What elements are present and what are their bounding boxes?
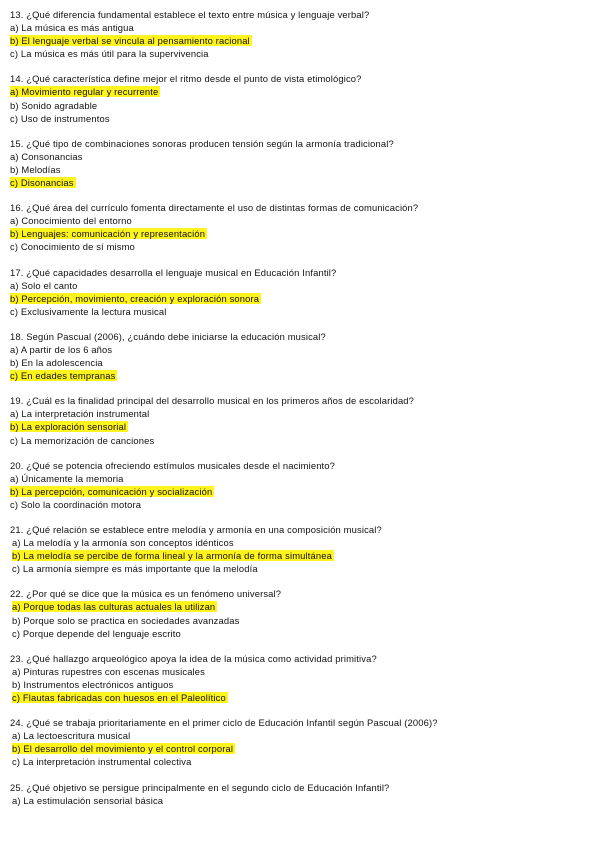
option-label: c) Uso de instrumentos — [10, 112, 110, 124]
answer-option — [10, 665, 590, 678]
option-label: a) La melodía y la armonía son conceptos idénticos — [12, 537, 234, 549]
answer-option-highlighted — [10, 227, 590, 240]
option-label: a) La lectoescritura musical — [12, 730, 131, 742]
answer-option — [10, 279, 590, 292]
option-label: c) Solo la coordinación motora — [10, 498, 142, 510]
answer-option-highlighted — [10, 176, 590, 189]
answer-option-highlighted — [10, 549, 590, 562]
question-text: 18. Según Pascual (2006), ¿cuándo debe iniciarse la educación musical? — [10, 330, 326, 342]
option-label: a) Movimiento regular y recurrente — [10, 86, 159, 98]
option-label: b) El lenguaje verbal se vincula al pensamiento racional — [10, 35, 250, 47]
question-text: 19. ¿Cuál es la finalidad principal del desarrollo musical en los primeros años de escolaridad? — [10, 395, 415, 407]
answer-option — [10, 214, 590, 227]
option-label: b) La exploración sensorial — [10, 421, 127, 433]
answer-option — [10, 678, 590, 691]
answer-option-highlighted — [10, 600, 590, 613]
option-label: b) Porque solo se practica en sociedades avanzadas — [12, 614, 240, 626]
answer-option — [10, 112, 590, 125]
quiz-document — [10, 8, 590, 819]
question-block — [10, 330, 590, 382]
answer-option — [10, 434, 590, 447]
answer-option — [10, 729, 590, 742]
answer-option — [10, 99, 590, 112]
question-block — [10, 652, 590, 704]
answer-option-highlighted — [10, 420, 590, 433]
answer-option — [10, 627, 590, 640]
answer-option-highlighted — [10, 34, 590, 47]
option-label: c) Flautas fabricadas con huesos en el Paleolítico — [12, 692, 226, 704]
answer-option-highlighted — [10, 292, 590, 305]
question-text: 16. ¿Qué área del currículo fomenta directamente el uso de distintas formas de comunicación? — [10, 202, 419, 214]
option-label: c) Porque depende del lenguaje escrito — [12, 627, 181, 639]
answer-option — [10, 536, 590, 549]
question-text: 23. ¿Qué hallazgo arqueológico apoya la idea de la música como actividad primitiva? — [10, 652, 377, 664]
question-block — [10, 266, 590, 318]
option-label: b) La percepción, comunicación y socialización — [10, 485, 213, 497]
answer-option — [10, 150, 590, 163]
option-label: a) La estimulación sensorial básica — [12, 794, 164, 806]
question-block — [10, 523, 590, 575]
answer-option — [10, 498, 590, 511]
answer-option-highlighted — [10, 369, 590, 382]
answer-option — [10, 356, 590, 369]
option-label: b) El desarrollo del movimiento y el control corporal — [12, 743, 234, 755]
option-label: c) La armonía siempre es más importante que la melodía — [12, 563, 258, 575]
question-text: 15. ¿Qué tipo de combinaciones sonoras producen tensión según la armonía tradicional? — [10, 137, 394, 149]
option-label: b) La melodía se percibe de forma lineal y la armonía de forma simultánea — [12, 550, 332, 562]
question-text: 20. ¿Qué se potencia ofreciendo estímulos musicales desde el nacimiento? — [10, 459, 336, 471]
question-block — [10, 137, 590, 189]
option-label: c) Exclusivamente la lectura musical — [10, 305, 167, 317]
option-label: b) Percepción, movimiento, creación y exploración sonora — [10, 292, 260, 304]
question-block — [10, 716, 590, 768]
question-block — [10, 781, 590, 807]
option-label: a) Pinturas rupestres con escenas musicales — [12, 665, 205, 677]
option-label: c) La memorización de canciones — [10, 434, 155, 446]
answer-option-highlighted — [10, 742, 590, 755]
answer-option — [10, 755, 590, 768]
option-label: a) Consonancias — [10, 150, 83, 162]
question-text: 25. ¿Qué objetivo se persigue principalmente en el segundo ciclo de Educación Infantil? — [10, 781, 390, 793]
option-label: c) En edades tempranas — [10, 370, 116, 382]
question-block — [10, 459, 590, 511]
option-label: c) Conocimiento de sí mismo — [10, 241, 135, 253]
option-label: b) Lenguajes: comunicación y representación — [10, 228, 206, 240]
answer-option — [10, 794, 590, 807]
question-block — [10, 587, 590, 639]
question-block — [10, 394, 590, 446]
question-text: 13. ¿Qué diferencia fundamental establece el texto entre música y lenguaje verbal? — [10, 9, 370, 20]
question-block — [10, 201, 590, 253]
answer-option — [10, 305, 590, 318]
option-label: a) Únicamente la memoria — [10, 472, 124, 484]
question-text: 24. ¿Qué se trabaja prioritariamente en el primer ciclo de Educación Infantil según Pascual (2006)? — [10, 717, 438, 729]
question-block — [10, 72, 590, 124]
option-label: a) La interpretación instrumental — [10, 408, 150, 420]
option-label: a) La música es más antigua — [10, 22, 134, 34]
answer-option — [10, 163, 590, 176]
option-label: a) Solo el canto — [10, 279, 78, 291]
answer-option — [10, 240, 590, 253]
question-text: 17. ¿Qué capacidades desarrolla el lenguaje musical en Educación Infantil? — [10, 266, 337, 278]
option-label: b) Instrumentos electrónicos antiguos — [12, 678, 174, 690]
option-label: a) A partir de los 6 años — [10, 343, 113, 355]
option-label: c) La interpretación instrumental colectiva — [12, 756, 192, 768]
option-label: a) Porque todas las culturas actuales la utilizan — [12, 601, 216, 613]
answer-option-highlighted — [10, 691, 590, 704]
answer-option — [10, 47, 590, 60]
answer-option-highlighted — [10, 85, 590, 98]
question-block — [10, 8, 590, 60]
option-label: b) Melodías — [10, 163, 61, 175]
answer-option — [10, 407, 590, 420]
answer-option-highlighted — [10, 485, 590, 498]
answer-option — [10, 614, 590, 627]
question-text: 21. ¿Qué relación se establece entre melodía y armonía en una composición musical? — [10, 524, 382, 535]
answer-option — [10, 343, 590, 356]
option-label: c) La música es más útil para la supervivencia — [10, 48, 209, 60]
answer-option — [10, 562, 590, 575]
question-text: 22. ¿Por qué se dice que la música es un fenómeno universal? — [10, 588, 282, 600]
option-label: b) En la adolescencia — [10, 357, 103, 369]
answer-option — [10, 21, 590, 34]
option-label: c) Disonancias — [10, 177, 74, 189]
option-label: b) Sonido agradable — [10, 99, 98, 111]
question-text: 14. ¿Qué característica define mejor el ritmo desde el punto de vista etimológico? — [10, 73, 362, 85]
answer-option — [10, 472, 590, 485]
option-label: a) Conocimiento del entorno — [10, 215, 132, 227]
